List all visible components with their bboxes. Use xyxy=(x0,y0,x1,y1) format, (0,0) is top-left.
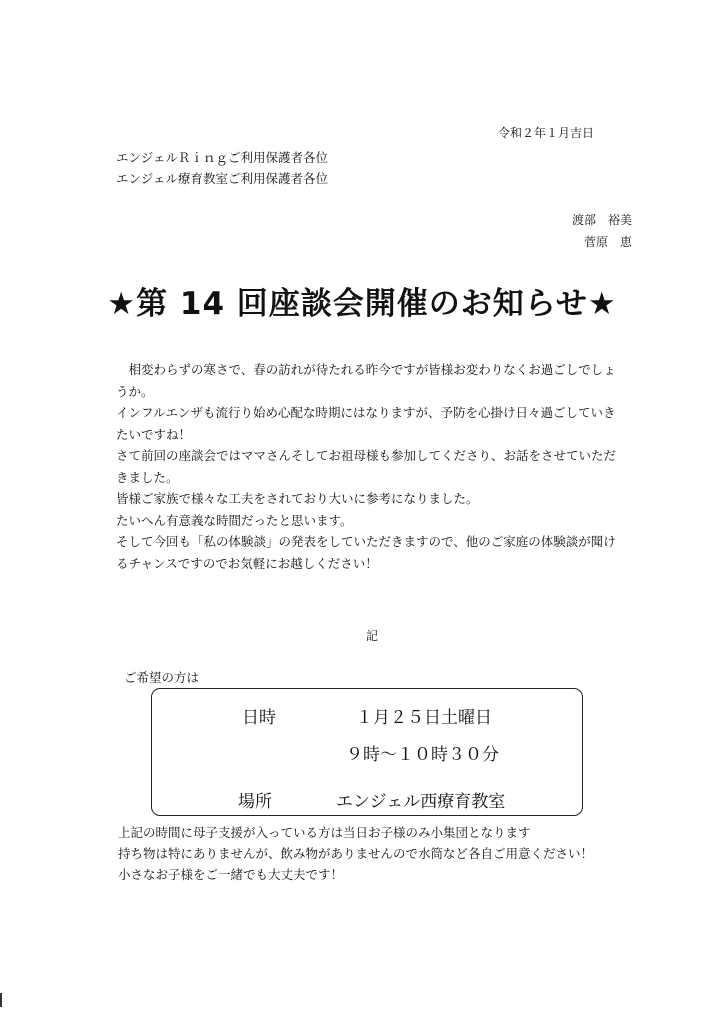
event-info-box xyxy=(151,688,583,816)
body-line: たいへん有意義な時間だったと思います。 xyxy=(116,512,353,528)
note-line: 持ち物は特にありませんが、飲み物がありませんので水筒など各自ご用意ください！ xyxy=(118,846,594,861)
sender-name-2: 菅原 恵 xyxy=(583,235,632,249)
place-label: 場所 xyxy=(238,792,272,812)
body-line: たいですね！ xyxy=(116,426,192,442)
place-value: エンジェル西療育教室 xyxy=(336,792,506,812)
date-label: 日時 xyxy=(242,708,276,728)
ki-heading: 記 xyxy=(366,629,379,643)
scan-edge-mark xyxy=(0,993,5,1007)
sender-name-1: 渡部 裕美 xyxy=(571,213,632,227)
body-line: そして今回も「私の体験談」の発表をしていただきますので、他のご家庭の体験談が聞け xyxy=(116,534,616,549)
wish-label: ご希望の方は xyxy=(124,670,200,685)
body-text xyxy=(116,359,636,574)
issue-date: 令和２年１月吉日 xyxy=(497,126,594,140)
body-line: 相変わらずの寒さで、春の訪れが待たれる昨今ですが皆様お変わりなくお過ごしでしょ xyxy=(116,362,616,377)
body-line: うか。 xyxy=(116,383,154,399)
body-line: さて前回の座談会ではママさんそしてお祖母様も参加してくださり、お話をさせていただ xyxy=(116,448,617,463)
time-value: ９時～１０時３０分 xyxy=(346,745,499,765)
note-line: 上記の時間に母子支援が入っている方は当日お子様のみ小集団となります xyxy=(118,825,531,840)
recipient-line-1: エンジェルＲｉｎｇご利用保護者各位 xyxy=(116,150,328,165)
body-line: きました。 xyxy=(116,469,179,485)
date-value: １月２５日土曜日 xyxy=(356,708,492,728)
body-line: インフルエンザも流行り始め心配な時期にはなりますが、予防を心掛け日々過ごしていき xyxy=(116,405,616,420)
note-line: 小さなお子様をご一緒でも大丈夫です！ xyxy=(118,867,344,882)
notes xyxy=(118,822,593,885)
body-line: 皆様ご家族で様々な工夫をされており大いに参考になりました。 xyxy=(116,491,479,506)
recipient-line-2: エンジェル療育教室ご利用保護者各位 xyxy=(116,171,328,186)
body-line: るチャンスですのでお気軽にお越しください！ xyxy=(116,555,378,571)
notice-title: ★第 14 回座談会開催のお知らせ★ xyxy=(107,286,617,322)
